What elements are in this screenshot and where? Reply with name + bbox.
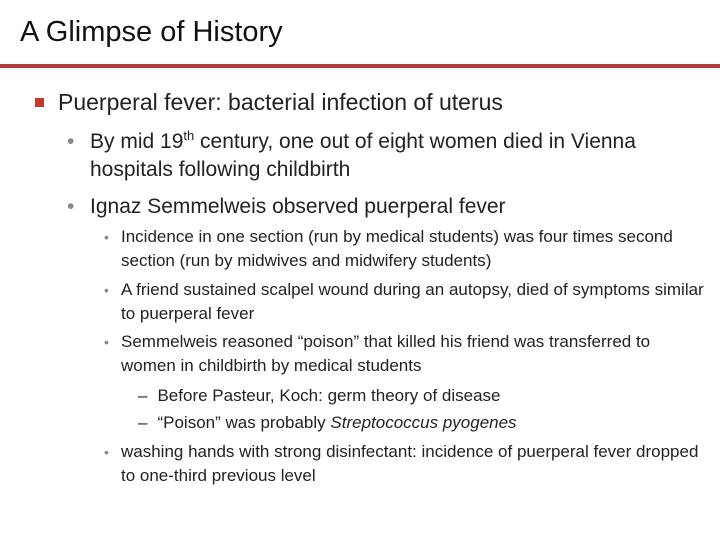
main-point-text: Puerperal fever: bacterial infection of uterus	[58, 89, 503, 115]
subpoint-3	[104, 330, 704, 378]
dash-bullet-icon: –	[138, 413, 148, 432]
square-bullet-icon	[35, 98, 44, 107]
point-2-text: Ignaz Semmelweis observed puerperal fever	[90, 195, 506, 218]
bullet-icon: •	[104, 229, 109, 245]
point-1	[67, 128, 707, 184]
ordinal-suffix: th	[183, 128, 195, 143]
subsubpoint-2-text: “Poison” was probably	[157, 413, 331, 432]
subpoint-1-text: Incidence in one section (run by medical students) was four times second section (run by midwives and midwifery students)	[121, 227, 673, 270]
bullet-icon: •	[104, 334, 109, 350]
bullet-icon: •	[67, 130, 75, 153]
dash-bullet-icon: –	[138, 386, 148, 405]
bullet-icon: •	[104, 444, 109, 460]
subpoint-3-text: Semmelweis reasoned “poison” that killed his friend was transferred to women in childbirth by medical students	[121, 332, 651, 375]
point-1-text-end: century, one out of eight women died in Vienna hospitals following childbirth	[90, 130, 636, 181]
point-2	[67, 193, 707, 221]
subsubpoint-1	[138, 384, 698, 408]
subpoint-4	[104, 440, 704, 488]
title-rule	[0, 64, 720, 68]
subpoint-2	[104, 278, 704, 326]
species-name: Streptococcus pyogenes	[330, 413, 517, 432]
point-1-text	[67, 128, 707, 184]
bullet-icon: •	[67, 195, 75, 218]
subpoint-1	[104, 225, 704, 273]
subsubpoint-2	[138, 411, 698, 435]
bullet-icon: •	[104, 282, 109, 298]
slide-title: A Glimpse of History	[20, 16, 283, 48]
subpoint-4-text: washing hands with strong disinfectant: incidence of puerperal fever dropped to one-third previous level	[121, 442, 699, 485]
point-1-text-start: By mid 19	[90, 130, 184, 153]
subsubpoint-1-text: Before Pasteur, Koch: germ theory of disease	[157, 386, 501, 405]
main-point	[35, 89, 503, 116]
subpoint-2-text: A friend sustained scalpel wound during an autopsy, died of symptoms similar to puerperal fever	[121, 280, 704, 323]
